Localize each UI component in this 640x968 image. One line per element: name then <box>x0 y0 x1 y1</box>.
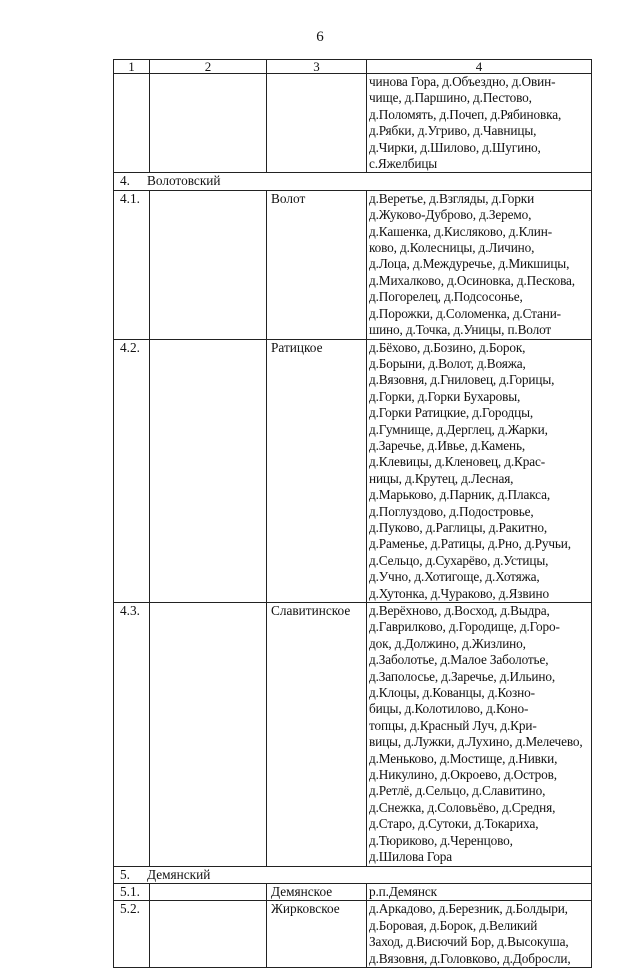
settlement-row <box>114 901 592 968</box>
column-header-3: 3 <box>267 60 367 74</box>
place-line: д.Поглуздово, д.Подостровье, <box>369 503 534 519</box>
place-line: д.Горки Ратицкие, д.Городцы, <box>369 405 534 421</box>
place-line: д.Поломять, д.Почеп, д.Рябиновка, <box>369 106 562 122</box>
place-line: д.Борыни, д.Волот, д.Вояжа, <box>369 355 526 371</box>
header-row <box>114 60 592 74</box>
district-cell <box>114 173 592 190</box>
places-list <box>367 603 592 867</box>
settlement-name: Волот <box>267 190 367 339</box>
place-line: топцы, д.Красный Луч, д.Кри- <box>369 717 537 733</box>
empty-cell <box>150 883 267 900</box>
district-number: 5. <box>120 866 130 882</box>
district-cell <box>114 866 592 883</box>
place-line: д.Михалково, д.Осиновка, д.Пескова, <box>369 272 575 288</box>
place-line: д.Марьково, д.Парник, д.Плакса, <box>369 487 551 503</box>
row-number: 4.3. <box>114 603 150 867</box>
settlement-row <box>114 74 592 173</box>
place-line: д.Горки, д.Горки Бухаровы, <box>369 388 521 404</box>
place-line: д.Кашенка, д.Кисляково, д.Клин- <box>369 223 552 239</box>
place-line: д.Раменье, д.Ратицы, д.Рно, д.Ручьи, <box>369 536 571 552</box>
place-line: д.Пуково, д.Раглицы, д.Ракитно, <box>369 519 548 535</box>
empty-cell <box>150 74 267 173</box>
district-name: Волотовский <box>146 173 221 189</box>
district-row <box>114 173 592 190</box>
place-line: р.п.Демянск <box>369 883 437 899</box>
empty-cell <box>150 339 267 603</box>
place-line: д.Рябки, д.Угриво, д.Чавницы, <box>369 123 537 139</box>
empty-cell <box>150 603 267 867</box>
column-header-2: 2 <box>150 60 267 74</box>
places-list <box>367 190 592 339</box>
settlement-name <box>267 74 367 173</box>
place-line: д.Гумнище, д.Дерглец, д.Жарки, <box>369 421 548 437</box>
settlement-name: Жирковское <box>267 901 367 968</box>
places-list <box>367 74 592 173</box>
place-line: шино, д.Точка, д.Уницы, п.Волот <box>369 322 552 338</box>
place-line: д.Заполосье, д.Заречье, д.Ильино, <box>369 668 556 684</box>
places-list <box>367 901 592 968</box>
places-list <box>367 883 592 900</box>
empty-cell <box>150 901 267 968</box>
place-line: д.Тюриково, д.Черенцово, <box>369 832 513 848</box>
settlement-name: Славитинское <box>267 603 367 867</box>
place-line: д.Жуково-Дуброво, д.Зеремо, <box>369 207 532 223</box>
place-line: д.Старо, д.Сутоки, д.Токариха, <box>369 816 539 832</box>
district-row <box>114 866 592 883</box>
place-line: чинова Гора, д.Объездно, д.Овин- <box>369 74 556 89</box>
place-line: д.Сельцо, д.Сухарёво, д.Устицы, <box>369 552 549 568</box>
place-line: д.Погорелец, д.Подсосонье, <box>369 289 523 305</box>
settlement-row <box>114 883 592 900</box>
settlements-table <box>113 59 592 968</box>
place-line: ково, д.Колесницы, д.Личино, <box>369 240 535 256</box>
settlement-row <box>114 603 592 867</box>
row-number: 5.1. <box>114 883 150 900</box>
district-number: 4. <box>120 173 130 189</box>
place-line: док, д.Должино, д.Жизлино, <box>369 635 526 651</box>
place-line: д.Заболотье, д.Малое Заболотье, <box>369 652 549 668</box>
page-number: 6 <box>316 29 324 45</box>
places-list <box>367 339 592 603</box>
place-line: Заход, д.Висючий Бор, д.Высокуша, <box>369 934 569 950</box>
settlement-name: Ратицкое <box>267 339 367 603</box>
place-line: вицы, д.Лужки, д.Лухино, д.Мелечево, <box>369 734 583 750</box>
place-line: д.Вязовня, д.Гниловец, д.Горицы, <box>369 372 555 388</box>
place-line: д.Заречье, д.Ивье, д.Камень, <box>369 437 526 453</box>
place-line: д.Верёхново, д.Восход, д.Выдра, <box>369 603 550 618</box>
place-line: бицы, д.Колотилово, д.Коно- <box>369 701 529 717</box>
row-number: 5.2. <box>114 901 150 968</box>
place-line: д.Веретье, д.Взгляды, д.Горки <box>369 190 535 206</box>
place-line: д.Порожки, д.Соломенка, д.Стани- <box>369 305 561 321</box>
place-line: д.Чирки, д.Шилово, д.Шугино, <box>369 139 541 155</box>
place-line: д.Никулино, д.Окроево, д.Остров, <box>369 767 557 783</box>
place-line: д.Клоцы, д.Кованцы, д.Козно- <box>369 685 535 701</box>
place-line: д.Гаврилково, д.Городище, д.Горо- <box>369 619 560 635</box>
settlement-name: Демянское <box>267 883 367 900</box>
place-line: д.Шилова Гора <box>369 849 452 865</box>
row-number <box>114 74 150 173</box>
row-number: 4.1. <box>114 190 150 339</box>
place-line: д.Боровая, д.Борок, д.Великий <box>369 917 538 933</box>
row-number: 4.2. <box>114 339 150 603</box>
district-name: Демянский <box>146 866 211 882</box>
place-line: д.Меньково, д.Мостище, д.Нивки, <box>369 750 558 766</box>
place-line: д.Аркадово, д.Березник, д.Болдыри, <box>369 901 568 917</box>
place-line: с.Яжелбицы <box>369 156 438 172</box>
place-line: д.Бёхово, д.Бозино, д.Борок, <box>369 339 526 355</box>
empty-cell <box>150 190 267 339</box>
place-line: д.Клевицы, д.Кленовец, д.Крас- <box>369 454 546 470</box>
column-header-4: 4 <box>367 60 592 74</box>
place-line: д.Учно, д.Хотигоще, д.Хотяжа, <box>369 569 540 585</box>
place-line: д.Вязовня, д.Головково, д.Добросли, <box>369 950 571 966</box>
place-line: д.Лоца, д.Междуречье, д.Микшицы, <box>369 256 570 272</box>
place-line: ницы, д.Крутец, д.Лесная, <box>369 470 514 486</box>
place-line: д.Хутонка, д.Чураково, д.Язвино <box>369 585 549 601</box>
place-line: д.Ретлё, д.Сельцо, д.Славитино, <box>369 783 546 799</box>
settlement-row <box>114 339 592 603</box>
settlement-row <box>114 190 592 339</box>
place-line: чище, д.Паршино, д.Пестово, <box>369 90 532 106</box>
column-header-1: 1 <box>114 60 150 74</box>
place-line: д.Снежка, д.Соловьёво, д.Средня, <box>369 799 556 815</box>
